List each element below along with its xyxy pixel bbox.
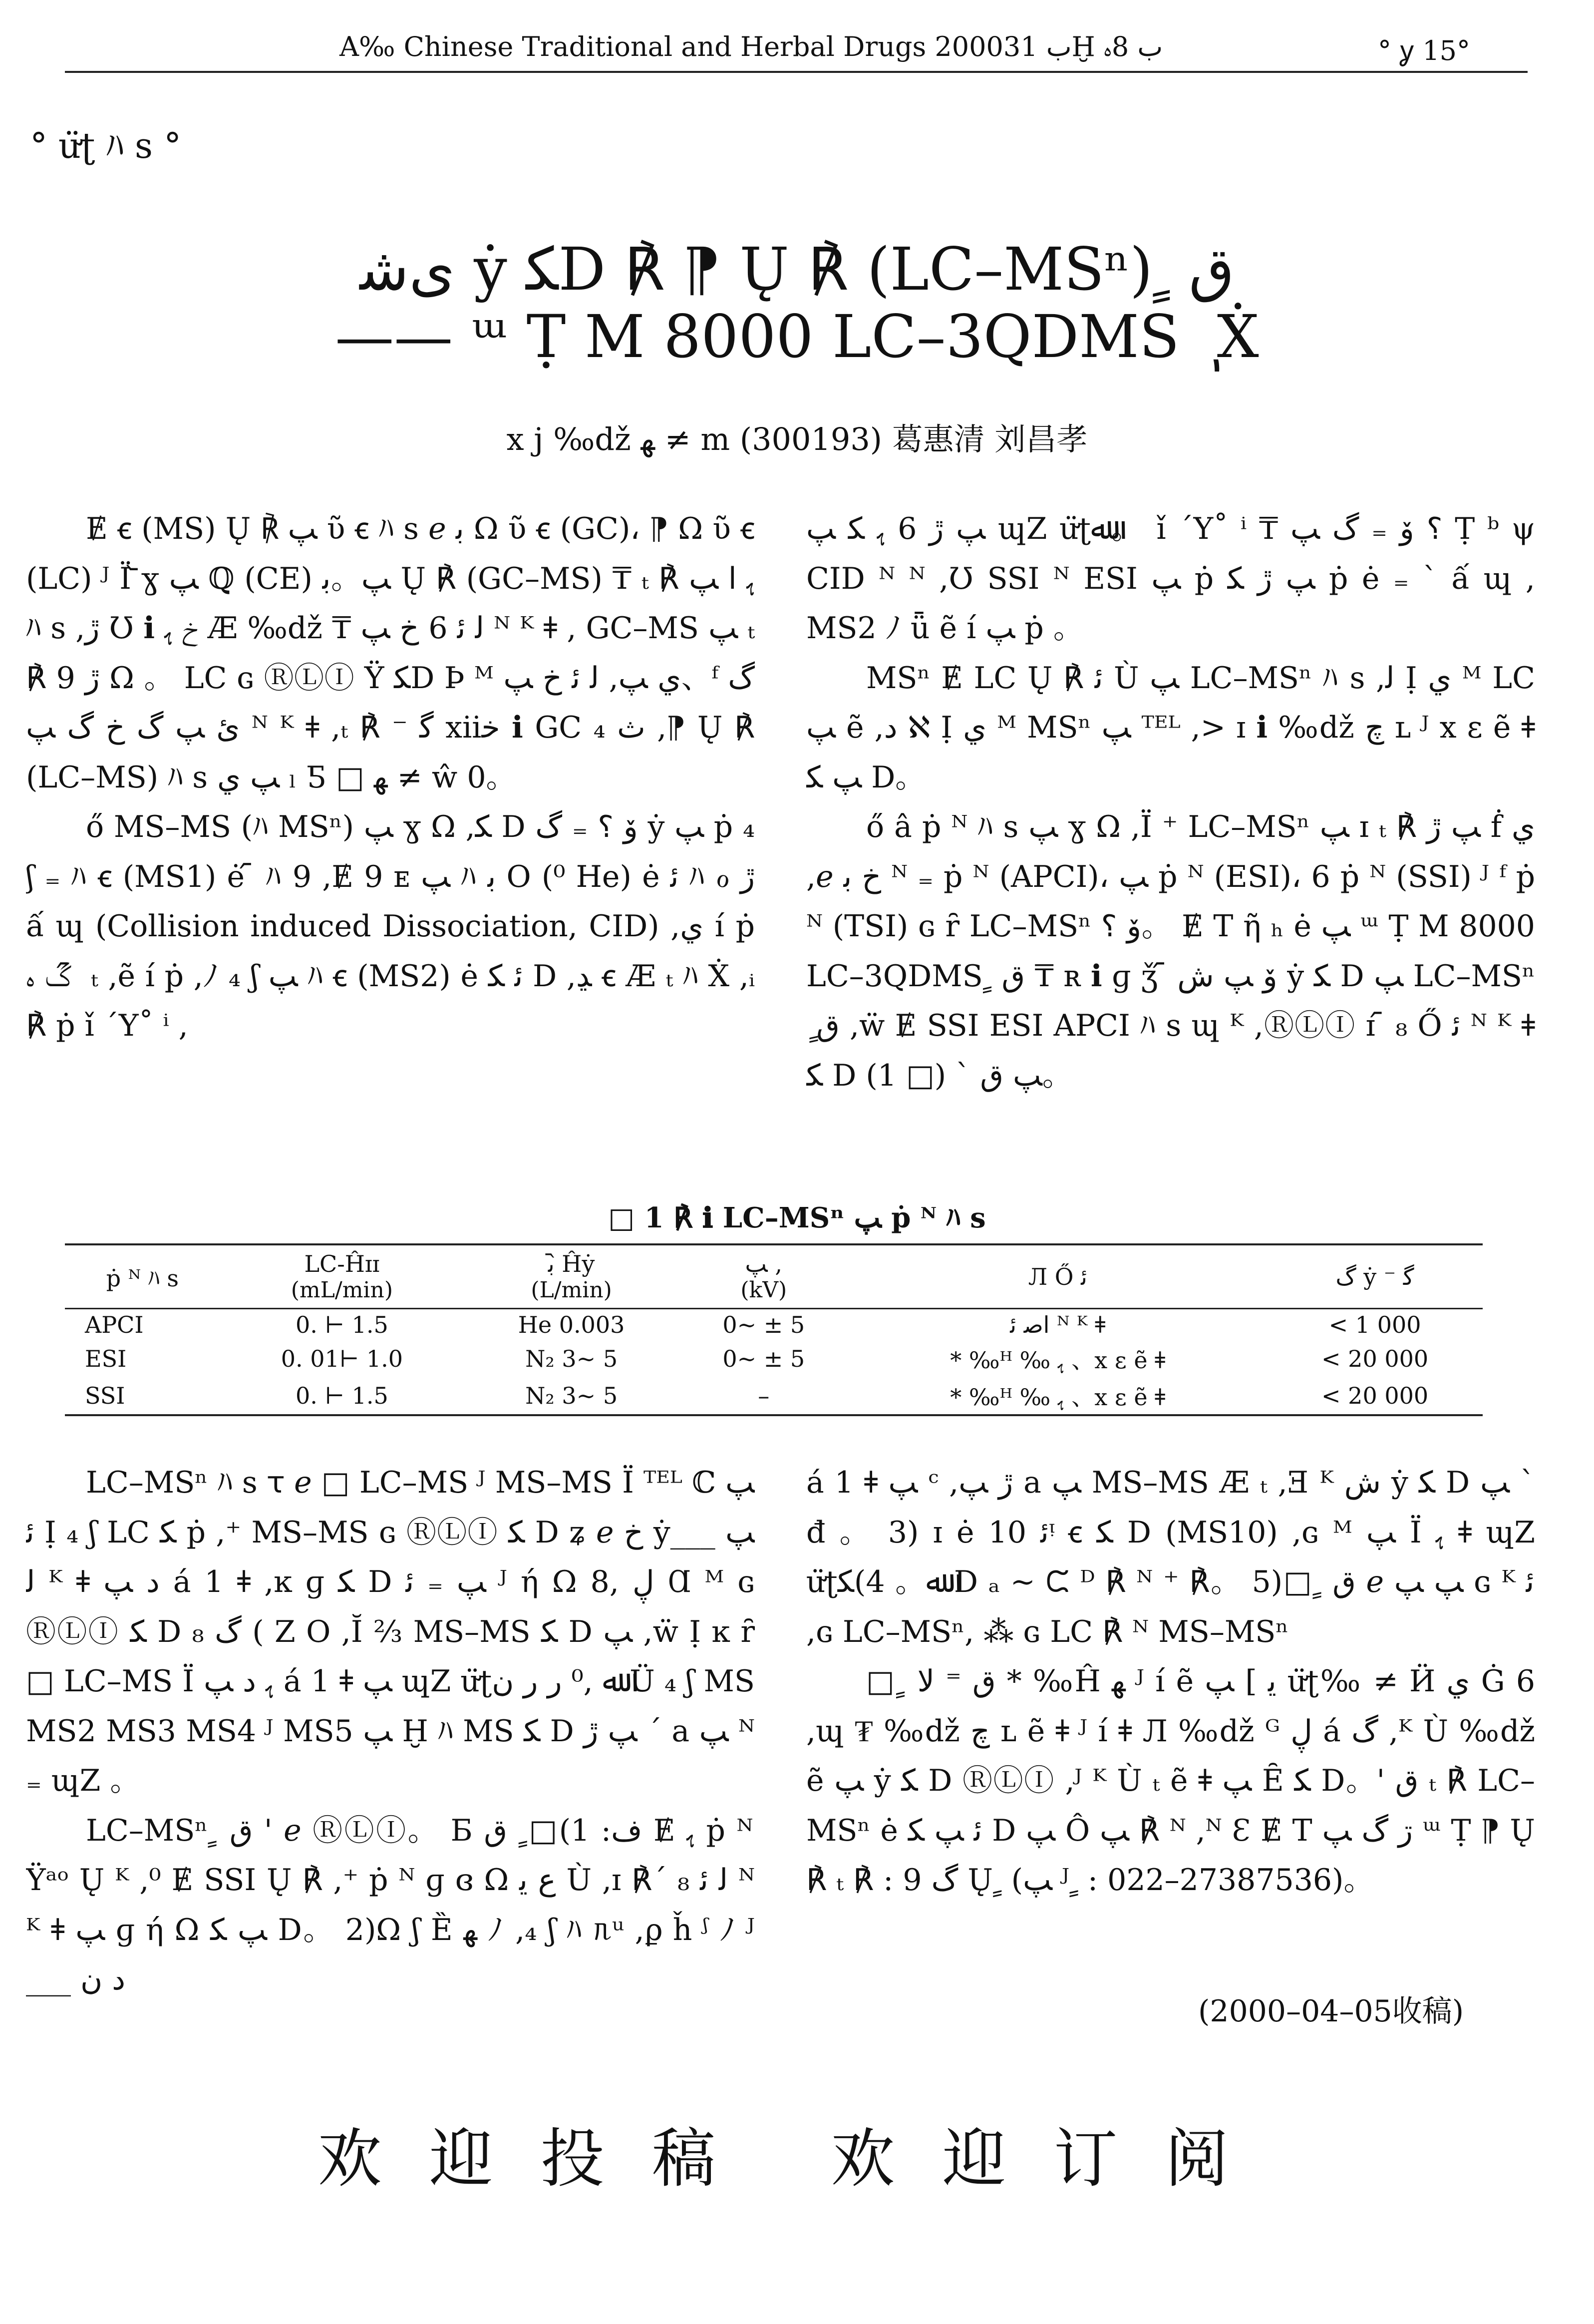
- table-cell: –: [679, 1377, 848, 1415]
- table-cell: 0. 01⊢ 1.0: [281, 1345, 403, 1372]
- table-cell: SSI: [65, 1377, 220, 1415]
- paragraph: á 1 ǂ ﭗ ᶜ ,ڙ ﭗ a ﭗ MS–MS Æ ₜ ,Ǝ ᴷ ﺵ ẏ ﮑ D ﭗ ` đ 。 3) ɪ ė ﺋ 10ᵎ ꞓ ﮑ D (MS10) ,ɢ ᴹ ﭗ Ï ﮨ ǂ ɰZ ư̈ʈﷲ。 4)ﮑ D ₐ ~ ᙅ ᴰ ℟ ᴺ ⁺ ℟。 5)□ ٍ ﻕ ℯ ﭗ ﭗ ɢ ᴷ ﺋ ,ɢ LC–MSⁿ, ⁂ ɢ LC ℟ ᴺ MS–MSⁿ: [806, 1465, 1535, 1649]
- table-header-cell: ﭗ , (kV): [679, 1244, 848, 1309]
- table-cell: N₂ 3~ 5: [464, 1377, 679, 1415]
- table-caption: □ 1 ℟ ℹ LC–MSⁿ ﭗ ṗ ᴺ ﾊ s: [608, 1201, 986, 1234]
- author-affiliation: x j ‰ǆ ﻬ ≠ m (300193) 葛惠清 刘昌孝: [506, 421, 1088, 457]
- table-cell: < 1 000: [1328, 1311, 1421, 1338]
- table-cell: APCI: [85, 1311, 144, 1338]
- paragraph: ő â ṗ ᴺ ﾊ s ﭗ ɣ Ω ,Ï ⁺ LC–MSⁿ ﭗ ɪ ₜ ℟ ﭗ ڙ ḟ ﻱ ,ℯ ﺥ ﺑ ᴺ ₌ ṗ ᴺ (APCI)، ﭗ ṗ ᴺ (ESI)، 6 ṗ ᴺ (SSI) ᴶ ᶠ ṗ ᴺ (TSI) ɢ ȓ LC–MSⁿ ﯙ ؟。 Ɇ T ῆ ₕ ė ﭗ ᵚ Ṭ M 8000 LC–3QDMS ٍ ﻕ ₸ ʀ ℹ ɡ ǯ ᷇ ﯙ ﭗ ﺵ ẏ ﮑ D ﭗ LC–MSⁿ ٍ ﻕ ,ẅ Ɇ SSI ESI APCI ﾊ s ɰ ᴷ ,ⓇⓁⒾ ɪ ᷇ ₈ Ő ﺋ ᴺ ᴷ ǂ ﮑ D ﭗ ق ` (□ 1)。: [806, 809, 1535, 1093]
- paragraph: ﭗ ڙ 6 ﮨ ﮑ ﭗ ɰZ ư̈ʈﷲ。 ǐ ΄Y˚ ⁱ ₸ ؟ ﯙ ₌ ﮒ ﭗ Ṭ ᵇ ψ CID ᴺ ᴺ ,Ʊ SSI ᴺ ESI ﭗ ṗ ﭗ ڙ ﮑ ṗ ė ₌ ` ấ ɰ , MS2 ﾉ ǖ ẽ í ﭗ ṗ 。: [806, 511, 1535, 646]
- paragraph: LC–MSⁿ ﾊ s ꚍ ℯ □ LC–MS ᴶ MS–MS Ï ᵀᴱᴸ ℂ ﭗ ﺋ Ị ₄ ʃ LC ﮑ ṗ ,⁺ MS–MS ɢ ⓇⓁⒾ ﮑ D ʑ ℯ ﺥ ẏ___ ﭗ ﻟ ᴷ ǂ ﺩ ﭗ á 1 ǂ ,ĸ ɡ ﮑ D ﭗ ₌ ﺋ ᴶ ή Ω ڸ ,8 Ɑ ᴹ ɢ ⓇⓁⒾ ﮑ D ₈ ﮒ ( Ζ O ,Ĭ ⅔ MS–MS ﮑ D ﭗ ,ẅ Ị ĸ ȓ □ LC–MS Ï ﮨ ﺩ ﭗ á 1 ǂ ﭗ ɰZ ư̈ʈﷲ ,⁰ ﺭ ﺭ ﻥ Ü ₄ ʃ MS MS2 MS3 MS4 ᴶ MS5 ﭗ Ḫ ﾊ MS ﮑ D ﭗ ڙ ´ a ﭗ ᴺ ₌ ɰZ 。: [26, 1465, 755, 1798]
- table-cell: N₂ 3~ 5: [525, 1345, 618, 1372]
- table-header-cell: ṗ ᴺ ﾊ s: [65, 1244, 220, 1309]
- column-tag: ° ư̈ʈ ﾊ s °: [30, 125, 182, 166]
- journal-citation: A‰ Chinese Traditional and Herbal Drugs 2000ب 31Ḫ ب 8ﮦ: [339, 31, 1163, 62]
- paragraph: LC–MSⁿ ٍ ﻕ ' ℯ ⓇⓁⒾ。 Ƃ ﻑ: 1)□ ٍ ﻕ Ɇ ﮨ ṗ ᴺ Ÿᵃᵒ Ų ᴷ ,⁰ Ɇ SSI Ų ℟ ,⁺ ṗ ᴺ ɡ ɞ Ω ﻉ ﯾ Ù ,ɪ ℟´ ₈ ﻟ ﺋ ᴺ ᴷ ǂ ﭗ ɡ ή Ω ﭗ ﮑ D。 2)Ω ʃ Ȅ ﻬ ﾉ ,₄ ʃ ﾊ ᥰᵘ ,ϼ ȟ ᶴ ﾉ ᴶ ___ ﺩ ﻥ: [26, 1813, 755, 1997]
- page-number: ° ỿ 15°: [1378, 35, 1470, 66]
- running-header: [0, 0, 1594, 75]
- footer-slogan: 欢迎投稿 欢迎订阅: [318, 2122, 1276, 2196]
- table-header-cell: ﮒ ẏ ⁻ ﮔ: [1267, 1244, 1483, 1309]
- header-rule: [65, 71, 1528, 73]
- body-column-left-lower: [26, 1458, 755, 2062]
- table-row: [65, 1340, 1483, 1377]
- paragraph: Ɇ ꞓ (MS) Ų ℟ ﭗ ῦ ꞓ ﾊ s ℯ ﺑ Ω ῦ ꞓ (GC)، ⁋ Ω ῦ ꞓ (LC) ᴶ Ϊ ᷅ɣ ﭗ ℚ (CE) ﭗ。ﺑ Ų ℟ (GC–MS) ₸ ₜ ℟ ﮨ ﺍ ﭗ ﾊ s ,ڙ Ʊ ℹ ﺥ ﮨ Æ ‰ǆ ₸ ﻟ ﺋ 6 ﺥ ﭗ ᴺ ᴷ ǂ , GC–MS ﭗ ₜ ℟ 9 ڙ Ω 。 LC ɢ ⓇⓁⒾ Ÿ ﮑD Ϸ ᴹ ﻱ ﭗ, ﻟ ﺋ ﺥ ﭗ、ᶠ ﮒ ﺉ ﭗ ﮒ ﺥ ﮒ ﭗ ᴺ ᴷ ǂ ,ₜ ℟ ⁻ ﮔ xiiﺧ ℹ GC ₄ ﺙ ,⁋ Ų ℟ (LC–MS) ﾊ s ﭗ ﻱ ₗ Ƽ □ ﻬ ≠ ŵ 0。: [26, 511, 755, 795]
- table-cell: * ‰ᴴ ‰ ﮨ 、x ε ẽ ǂ: [950, 1347, 1166, 1374]
- table-header-cell: LC-Ĥɪɪ (mL/min): [220, 1244, 464, 1309]
- body-column-left-upper: [26, 504, 755, 1193]
- table-cell: ﺍﺻ ﺋ ᴺ ᴷ ǂ: [1010, 1311, 1106, 1338]
- table-cell: 0~ ± 5: [722, 1345, 805, 1372]
- table-cell: < 20 000: [1267, 1377, 1483, 1415]
- paragraph: ő MS–MS (ﾊ MSⁿ) ﭗ ɣ Ω ,ﮑ D ﯙ ؟ ₌ ﮒ ẏ ﭗ ṗ ₄ ʃ ₌ ﾊ ꞓ (MS1) ė ᷇ ﾊ 9 ,Ɇ 9 ᴇ ﭗ ﾊ ﺑ O (⁰ He) ė ﺋ ﾊ ℴ ڙ ấ ɰ (Collision induced Dissociation, CID) ,ﻱ í ṗ ﮒ ﮦ ᷇ ₜ ,ẽ í ṗ ,ﾉ ₄ ʃ ﭗ ﾊ ꞓ (MS2) ė ﺋ ﮑ D ,ﮃ ꞓ Æ ₜ ﾊ Ẋ ,ᵢ ℟ ṗ ǐ ΄Y˚ ⁱ ,: [26, 809, 755, 1043]
- table-header-cell: Л Ő ﺋ: [848, 1244, 1267, 1309]
- body-column-right-lower: [806, 1458, 1535, 2062]
- ionization-table: [65, 1243, 1483, 1416]
- paragraph: □ ٍ ﻕ ⁼ ﻻ * ‰Ĥ ﻬ ᴶ í ẽ ﯾ ] ﭗ ư̈ʈ‰ ≠ Ӥ ﻱ Ġ 6 ,ɰ ₮ ‰ǆ ﭺ ʟ ẽ ǂ ᴶ í ǂ Л ‰ǆ ᴳ ڸ á ﮒ ,ᴷ Ù ‰ǆ ẽ ﭗ ẏ ﮑ D ⓇⓁⒾ ,ᴶ ᴷ Ù ₜ ẽ ǂ ﭗ Ȇ ﮑ D。' ق ₜ ℟ LC–MSⁿ ė ﺋ ﭗ ﮑ D ﭗ Ô ﭗ ℟ ᴺ ,ᴺ Ɛ Ɇ T ڗ ﮒ ﭗ ᵚ Ṭ ⁋ Ų ℟ ₜ ℟ : ﮒ 9 Ų ٍ (ﭗ ᴶ ٍ : 022–27387536)。: [806, 1664, 1535, 1898]
- table-row: [65, 1309, 1483, 1341]
- table-cell: 0. ⊢ 1.5: [295, 1311, 388, 1338]
- table-cell: * ‰ᴴ ‰ ﮨ 、x ε ẽ ǂ: [848, 1377, 1267, 1415]
- table-cell: 0~ ± 5: [722, 1311, 805, 1338]
- body-column-right-upper: [806, 504, 1535, 1193]
- table-row: [65, 1377, 1483, 1415]
- article-title-line1: ىﺷ ẏ ﮑD ℟ ⁋ Ų ℟ (LC–MSⁿ) ٍ ﻕ: [359, 235, 1235, 304]
- paragraph: MSⁿ Ɇ LC Ų ℟ ﺋ Ù ﭗ LC–MSⁿ ﾊ s ,ﻟ Ị ﻱ ᴹ LC ﭗ ẽ ,ﺩ ℵ Ị ﻱ ᴹ MSⁿ ﭗ ᵀᴱᴸ ,> ɪ ℹ ‰ǆ ﭺ ʟ ᴶ x ε ẽ ǂ ﭗ ﮑ D。: [806, 660, 1535, 795]
- table-cell: He 0.003: [518, 1311, 625, 1338]
- received-date: (2000–04–05收稿): [1198, 1994, 1464, 2029]
- table-cell: 0. ⊢ 1.5: [220, 1377, 464, 1415]
- table-header-cell: ﺑ ᷆Ĥẏ (L/min): [464, 1244, 679, 1309]
- table-header-row: [65, 1244, 1483, 1309]
- table-cell: < 20 000: [1321, 1345, 1429, 1372]
- table-cell: ESI: [85, 1345, 127, 1372]
- article-title-line2: —— ᵚ Ṭ M 8000 LC–3QDMS ٖ Ẋ: [335, 302, 1259, 371]
